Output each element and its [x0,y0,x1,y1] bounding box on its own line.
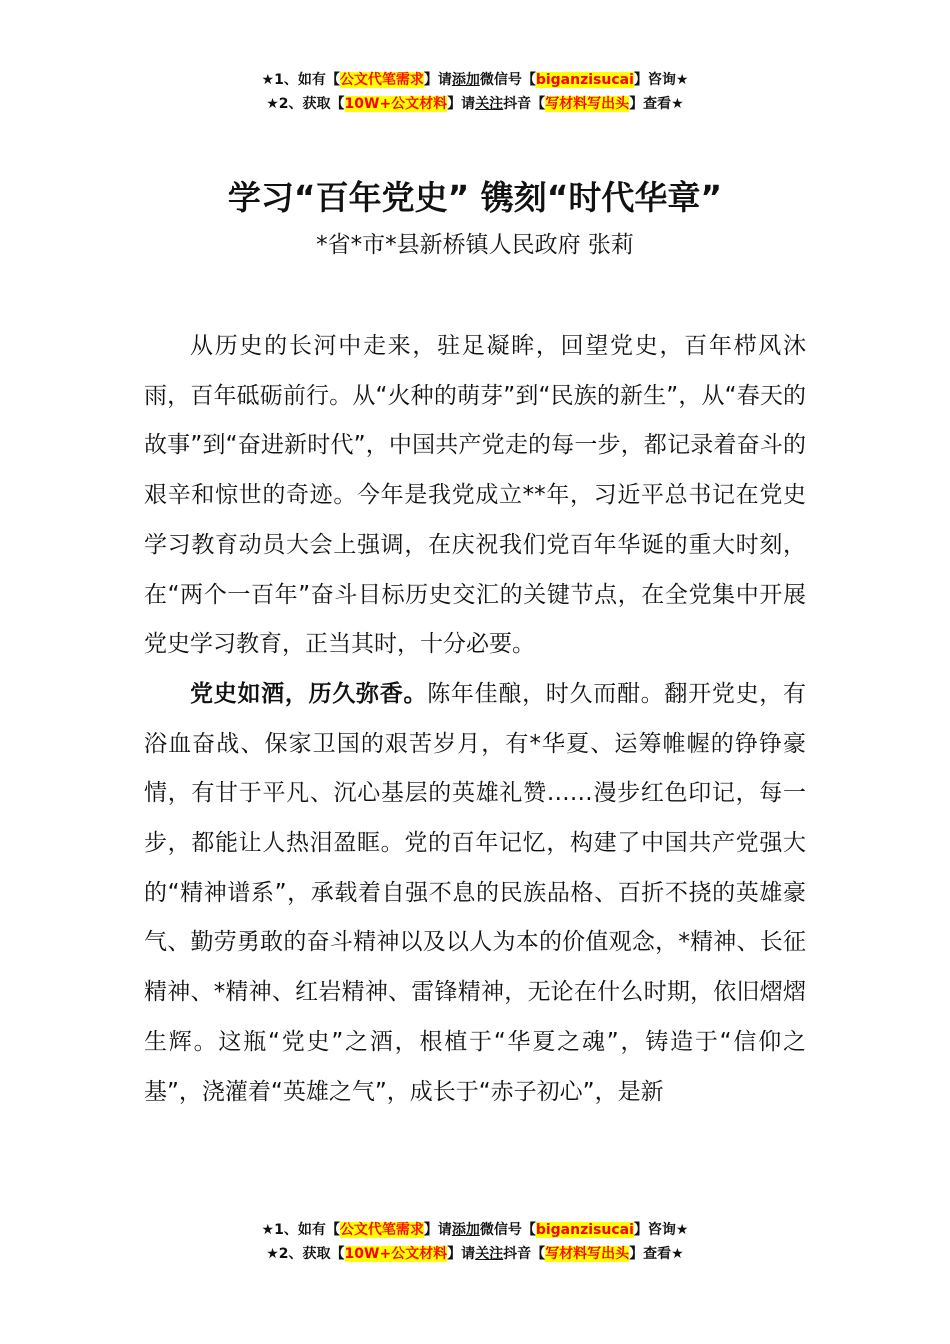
promo-banner-bottom [0,1218,950,1266]
promo-text: ★1、如有【 [261,1222,340,1238]
promo-text: ★1、如有【 [261,72,340,88]
promo-highlight: 公文代笔需求 [339,72,424,88]
document-byline: *省*市*县新桥镇人民政府 张莉 [316,232,634,258]
promo-text: 微信号【 [479,72,536,88]
promo-line-2 [0,92,950,116]
promo-text: 】查看★ [629,1246,684,1262]
promo-text: ★2、获取【 [266,1246,345,1262]
promo-highlight: 公文代笔需求 [339,1222,424,1238]
promo-text: 】咨询★ [633,72,689,88]
paragraph-2-lead: 党史如酒，历久弥香。 [190,680,428,707]
promo-text: 】查看★ [629,96,684,112]
promo-text: 】请 [447,1246,476,1262]
promo-underlined: 关注 [475,96,504,112]
paragraph-2 [144,670,806,1117]
document-body [144,322,806,1117]
paragraph-2-body: 陈年佳酿，时久而酣。翻开党史，有浴血奋战、保家卫国的艰苦岁月，有*华夏、运筹帷幄的铮铮豪情，有甘于平凡、沉心基层的英雄礼赞……漫步红色印记，每一步，都能让人热泪盈眶。党的百年记忆，构建了中国共产党强大的“精神谱系”，承载着自强不息的民族品格、百折不挠的英雄豪气、勤劳勇敢的奋斗精神以及以人为本的价值观念，*精神、长征精神、*精神、红岩精神、雷锋精神，无论在什么时期，依旧熠熠生辉。这瓶“党史”之酒，根植于“华夏之魂”，铸造于“信仰之基”，浇灌着“英雄之气”，成长于“赤子初心”，是新 [144,680,807,1105]
promo-line-1 [0,1218,950,1242]
promo-line-2 [0,1242,950,1266]
promo-wechat-id: biganzisucai [535,72,634,88]
promo-text: 】咨询★ [633,1222,689,1238]
promo-highlight: 10W+公文材料 [344,1246,448,1262]
promo-underlined: 添加 [451,1222,480,1238]
promo-highlight: 10W+公文材料 [344,96,448,112]
promo-wechat-id: biganzisucai [535,1222,634,1238]
promo-text: 】请 [423,1222,452,1238]
promo-line-1 [0,68,950,92]
promo-text: 抖音【 [503,96,546,112]
promo-douyin-id: 写材料写出头 [545,1246,630,1262]
promo-banner-top [0,68,950,116]
promo-underlined: 添加 [451,72,480,88]
document-title: 学习“百年党史” 镌刻“时代华章” [227,178,723,217]
promo-text: 】请 [423,72,452,88]
promo-text: 】请 [447,96,476,112]
promo-text: 抖音【 [503,1246,546,1262]
promo-douyin-id: 写材料写出头 [545,96,630,112]
promo-text: 微信号【 [479,1222,536,1238]
promo-underlined: 关注 [475,1246,504,1262]
paragraph-1: 从历史的长河中走来，驻足凝眸，回望党史，百年栉风沐雨，百年砥砺前行。从“火种的萌芽”到“民族的新生”，从“春天的故事”到“奋进新时代”，中国共产党走的每一步，都记录着奋斗的艰辛和惊世的奇迹。今年是我党成立**年，习近平总书记在党史学习教育动员大会上强调，在庆祝我们党百年华诞的重大时刻，在“两个一百年”奋斗目标历史交汇的关键节点，在全党集中开展党史学习教育，正当其时，十分必要。 [144,333,806,658]
promo-text: ★2、获取【 [266,96,345,112]
